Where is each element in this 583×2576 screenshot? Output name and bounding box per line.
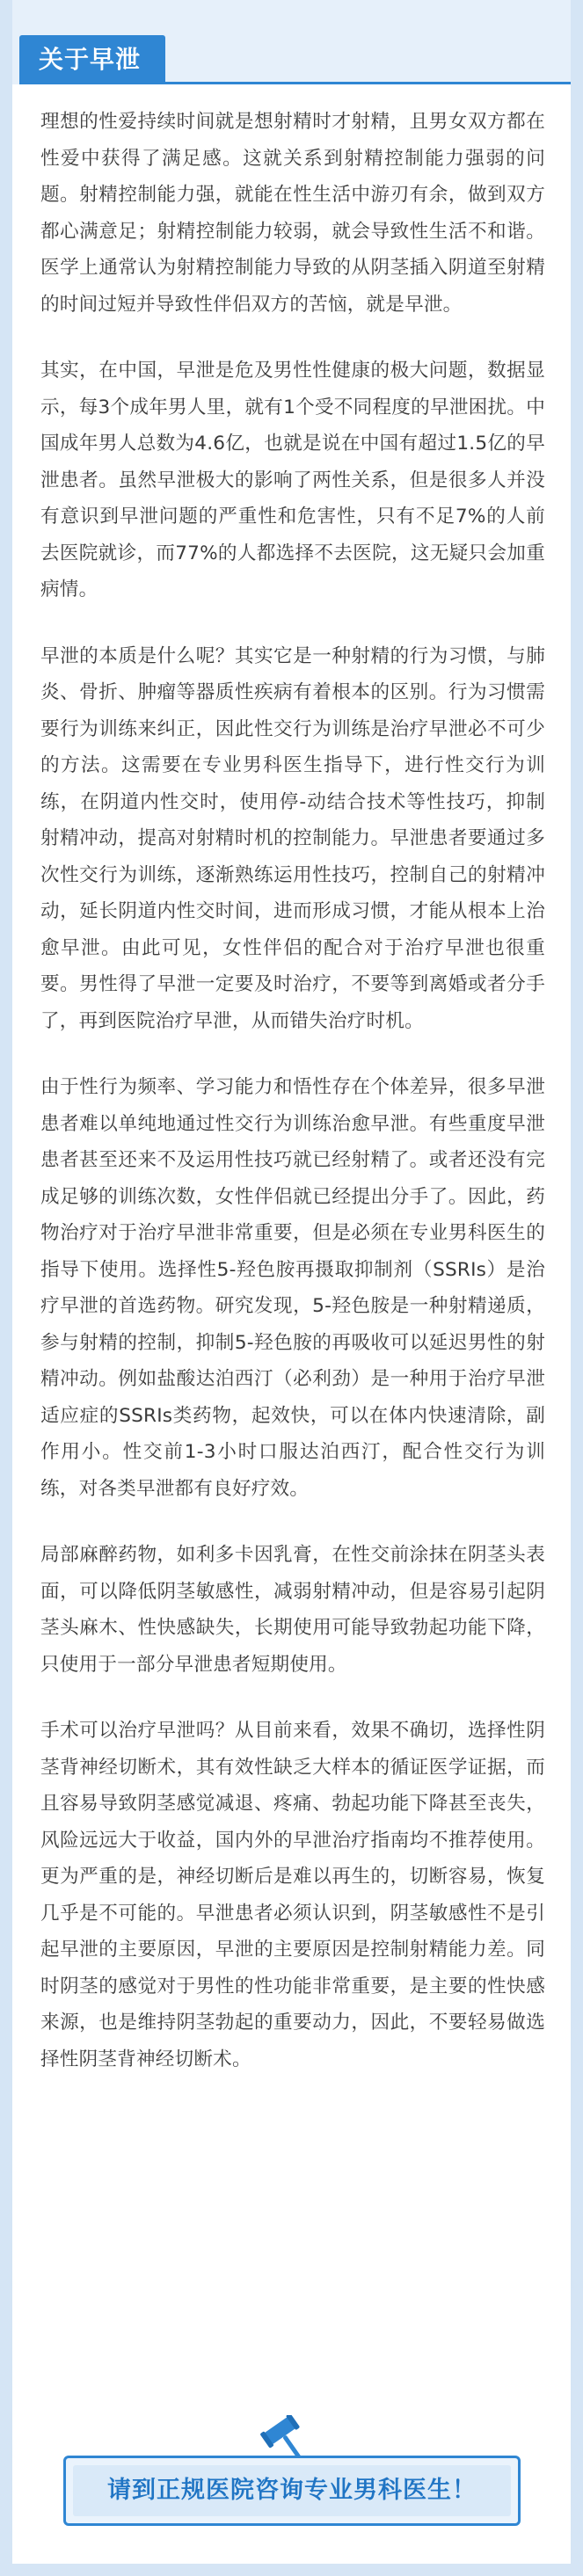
notice-box	[63, 2456, 521, 2526]
paragraph-behavior-training: 早泄的本质是什么呢？其实它是一种射精的行为习惯，与肺炎、骨折、肿瘤等器质性疾病有着根本的区别。行为习惯需要行为训练来纠正，因此性交行为训练是治疗早泄必不可少的方法。这需要在专业男科医生指导下，进行性交行为训练，在阴道内性交时，使用停-动结合技术等性技巧，抑制射精冲动，提高对射精时机的控制能力。早泄患者要通过多次性交行为训练，逐渐熟练运用性技巧，控制自己的射精冲动，延长阴道内性交时间，进而形成习惯，才能从根本上治愈早泄。由此可见，女性伴侣的配合对于治疗早泄也很重要。男性得了早泄一定要及时治疗，不要等到离婚或者分手了，再到医院治疗早泄，从而错失治疗时机。	[40, 644, 545, 1032]
footer-notice	[12, 2413, 571, 2564]
article-body	[40, 104, 545, 2107]
paragraph-prevalence: 其实，在中国，早泄是危及男性性健康的极大问题，数据显示，每3个成年男人里，就有1个受不同程度的早泄困扰。中国成年男人总数为4.6亿，也就是说在中国有超过1.5亿的早泄患者。虽然早泄极大的影响了两性关系，但是很多人并没有意识到早泄问题的严重性和危害性，只有不足7%的人前去医院就诊，而77%的人都选择不去医院，这无疑只会加重病情。	[40, 360, 545, 600]
paragraph-surgery: 手术可以治疗早泄吗？从目前来看，效果不确切，选择性阴茎背神经切断术，其有效性缺乏大样本的循证医学证据，而且容易导致阴茎感觉减退、疼痛、勃起功能下降甚至丧失，风险远远大于收益，国内外的早泄治疗指南均不推荐使用。更为严重的是，神经切断后是难以再生的，切断容易，恢复几乎是不可能的。早泄患者必须认识到，阴茎敏感性不是引起早泄的主要原因，早泄的主要原因是控制射精能力差。同时阴茎的感觉对于男性的性功能非常重要，是主要的性快感来源，也是维持阴茎勃起的重要动力，因此，不要轻易做选择性阴茎背神经切断术。	[40, 1720, 545, 2070]
paragraph-drug-therapy: 由于性行为频率、学习能力和悟性存在个体差异，很多早泄患者难以单纯地通过性交行为训练治愈早泄。有些重度早泄患者甚至还来不及运用性技巧就已经射精了。或者还没有完成足够的训练次数，女性伴侣就已经提出分手了。因此，药物治疗对于治疗早泄非常重要，但是必须在专业男科医生的指导下使用。选择性5-羟色胺再摄取抑制剂（SSRIs）是治疗早泄的首选药物。研究发现，5-羟色胺是一种射精递质，参与射精的控制，抑制5-羟色胺的再吸收可以延迟男性的射精冲动。例如盐酸达泊西汀（必利劲）是一种用于治疗早泄适应症的SSRIs类药物，起效快，可以在体内快速清除，副作用小。性交前1-3小时口服达泊西汀，配合性交行为训练，对各类早泄都有良好疗效。	[40, 1076, 545, 1500]
section-title: 关于早泄	[19, 35, 165, 84]
paragraph-definition: 理想的性爱持续时间就是想射精时才射精，且男女双方都在性爱中获得了满足感。这就关系到射精控制能力强弱的问题。射精控制能力强，就能在性生活中游刃有余，做到双方都心满意足；射精控制能力较弱，就会导致性生活不和谐。医学上通常认为射精控制能力导致的从阴茎插入阴道至射精的时间过短并导致性伴侣双方的苦恼，就是早泄。	[40, 111, 545, 316]
notice-text: 请到正规医院咨询专业男科医生！	[73, 2465, 511, 2516]
paragraph-local-anesthetic: 局部麻醉药物，如利多卡因乳膏，在性交前涂抹在阴茎头表面，可以降低阴茎敏感性，减弱射精冲动，但是容易引起阴茎头麻木、性快感缺失，长期使用可能导致勃起功能下降，只使用于一部分早泄患者短期使用。	[40, 1544, 545, 1676]
title-underline	[19, 82, 571, 84]
